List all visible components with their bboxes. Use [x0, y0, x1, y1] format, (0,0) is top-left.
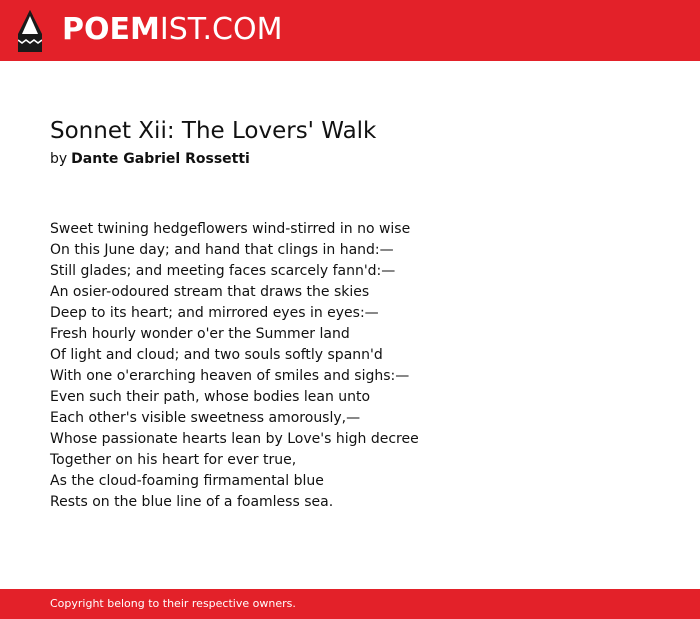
author-name: Dante Gabriel Rossetti — [71, 151, 250, 167]
logo-text-strong: POEM — [62, 12, 160, 47]
site-footer — [0, 589, 700, 619]
poem-line: Whose passionate hearts lean by Love's high decree — [50, 431, 419, 447]
pencil-tip-icon — [18, 10, 42, 52]
poem-line: Of light and cloud; and two souls softly spann'd — [50, 347, 383, 363]
site-logo[interactable] — [62, 11, 282, 49]
poem-line: Each other's visible sweetness amorously,— — [50, 410, 361, 426]
poem-line: Fresh hourly wonder o'er the Summer land — [50, 326, 350, 342]
poem-title: Sonnet Xii: The Lovers' Walk — [50, 118, 377, 144]
site-header — [0, 0, 700, 61]
byline-label: by — [50, 151, 68, 167]
poem-line: Together on his heart for ever true, — [50, 452, 297, 468]
poem-line: Even such their path, whose bodies lean unto — [50, 389, 371, 405]
copyright-notice: Copyright belong to their respective owners. — [50, 597, 296, 610]
poem-body — [50, 219, 650, 513]
poem-line: As the cloud-foaming firmamental blue — [50, 473, 324, 489]
byline — [50, 149, 250, 169]
poem-line: Still glades; and meeting faces scarcely fann'd:— — [50, 263, 396, 279]
poem-line: Deep to its heart; and mirrored eyes in eyes:— — [50, 305, 379, 321]
poem-line: Rests on the blue line of a foamless sea. — [50, 494, 334, 510]
logo-text-light: IST.COM — [159, 12, 283, 47]
poem-line: Sweet twining hedgeflowers wind-stirred in no wise — [50, 221, 411, 237]
poem-line: On this June day; and hand that clings in hand:— — [50, 242, 394, 258]
poem-line: With one o'erarching heaven of smiles and sighs:— — [50, 368, 410, 384]
poem-line: An osier-odoured stream that draws the skies — [50, 284, 370, 300]
